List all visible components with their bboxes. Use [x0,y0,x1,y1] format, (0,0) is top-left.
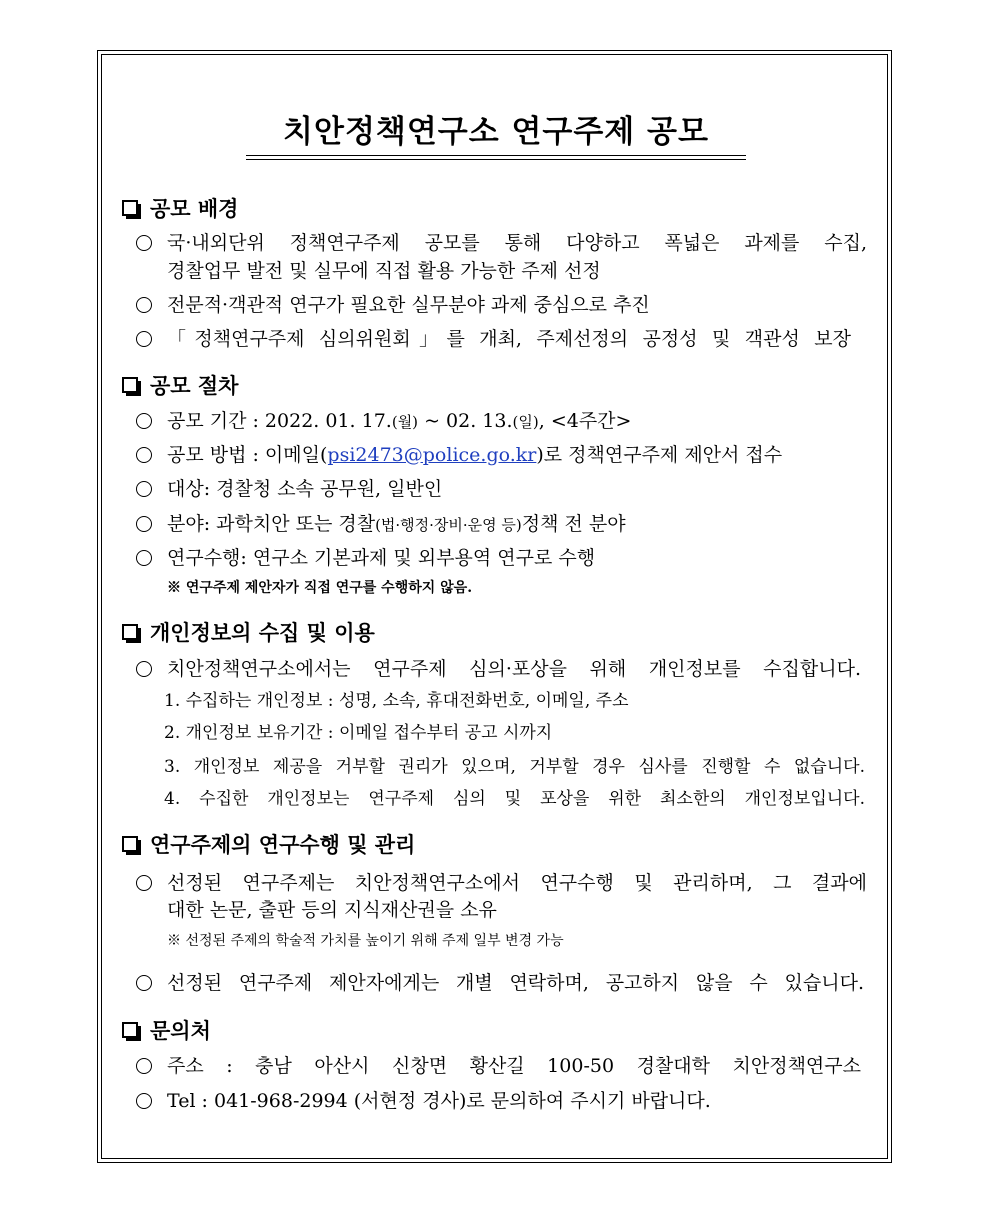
section-heading-procedure [122,370,238,400]
numbered-item: 2. 개인정보 보유기간 : 이메일 접수부터 공고 시까지 [164,723,553,743]
title-underline-2 [246,159,746,160]
section-heading-label: 연구주제의 연구수행 및 관리 [150,833,416,857]
list-item: 연구수행: 연구소 기본과제 및 외부용역 연구로 수행 [167,547,596,569]
circle-bullet-icon [136,875,152,891]
section-heading-privacy [122,617,375,647]
field-suffix: 정책 전 분야 [521,513,626,535]
circle-bullet-icon [136,1093,152,1109]
note-text: ※ 연구주제 제안자가 직접 연구를 수행하지 않음. [167,580,473,596]
list-item: 대상: 경찰청 소속 공무원, 일반인 [167,478,443,500]
circle-bullet-icon [136,1058,152,1074]
period-suffix: , <4주간> [538,410,632,432]
page-title: 치안정책연구소 연구주제 공모 [283,114,709,150]
numbered-item: 1. 수집하는 개인정보 : 성명, 소속, 휴대전화번호, 이메일, 주소 [164,691,629,711]
circle-bullet-icon [136,235,152,251]
note-text: ※ 선정된 주제의 학술적 가치를 높이기 위해 주제 일부 변경 가능 [167,933,564,949]
circle-bullet-icon [136,550,152,566]
method-prefix: 공모 방법 : 이메일( [167,444,328,466]
contact-address: 주소 : 충남 아산시 신창면 황산길 100-50 경찰대학 치안정책연구소 [167,1055,861,1077]
field-detail: (법·행정·장비·운영 등) [375,516,522,534]
checkbox-square-icon [122,1022,138,1038]
weekday-mon: (월) [391,413,419,431]
checkbox-square-icon [122,377,138,393]
checkbox-square-icon [122,836,138,852]
list-item-continuation: 경찰업무 발전 및 실무에 직접 활용 가능한 주제 선정 [167,260,601,282]
section-heading-label: 문의처 [150,1019,211,1043]
period-mid: ~ 02. 13. [418,410,513,432]
list-item: 선정된 연구주제는 치안정책연구소에서 연구수행 및 관리하며, 그 결과에 [167,872,867,894]
section-heading-contact [122,1015,211,1045]
circle-bullet-icon [136,447,152,463]
section-heading-label: 공모 배경 [150,197,239,221]
circle-bullet-icon [136,661,152,677]
title-underline [246,155,746,156]
list-item: 전문적·객관적 연구가 필요한 실무분야 과제 중심으로 추진 [167,294,650,316]
list-item: 치안정책연구소에서는 연구주제 심의·포상을 위해 개인정보를 수집합니다. [167,658,861,680]
weekday-sun: (일) [512,413,539,431]
period-prefix: 공모 기간 : 2022. 01. 17. [167,410,392,432]
list-item-period [167,408,631,435]
circle-bullet-icon [136,481,152,497]
circle-bullet-icon [136,516,152,532]
list-item: 국·내외단위 정책연구주제 공모를 통해 다양하고 폭넓은 과제를 수집, [167,232,867,254]
contact-phone: Tel : 041-968-2994 (서현정 경사)로 문의하여 주시기 바랍니다. [167,1090,711,1112]
email-link[interactable]: psi2473@police.go.kr [327,444,537,466]
section-heading-label: 개인정보의 수집 및 이용 [150,621,375,645]
checkbox-square-icon [122,200,138,216]
circle-bullet-icon [136,413,152,429]
numbered-item: 4. 수집한 개인정보는 연구주제 심의 및 포상을 위한 최소한의 개인정보입니다. [164,789,865,809]
field-prefix: 분야: 과학치안 또는 경찰 [167,513,376,535]
list-item-field [167,511,626,538]
circle-bullet-icon [136,975,152,991]
list-item: 「정책연구주제 심의위원회」를 개최, 주제선정의 공정성 및 객관성 보장 [167,328,851,350]
list-item-continuation: 대한 논문, 출판 등의 지식재산권을 소유 [167,899,497,921]
circle-bullet-icon [136,331,152,347]
numbered-item: 3. 개인정보 제공을 거부할 권리가 있으며, 거부할 경우 심사를 진행할 수 없습니다. [164,757,865,777]
method-suffix: )로 정책연구주제 제안서 접수 [536,444,783,466]
list-item-method [167,442,782,468]
circle-bullet-icon [136,297,152,313]
checkbox-square-icon [122,624,138,640]
section-heading-label: 공모 절차 [150,374,239,398]
section-heading-management [122,829,415,859]
list-item: 선정된 연구주제 제안자에게는 개별 연락하며, 공고하지 않을 수 있습니다. [167,972,864,994]
section-heading-background [122,193,238,223]
